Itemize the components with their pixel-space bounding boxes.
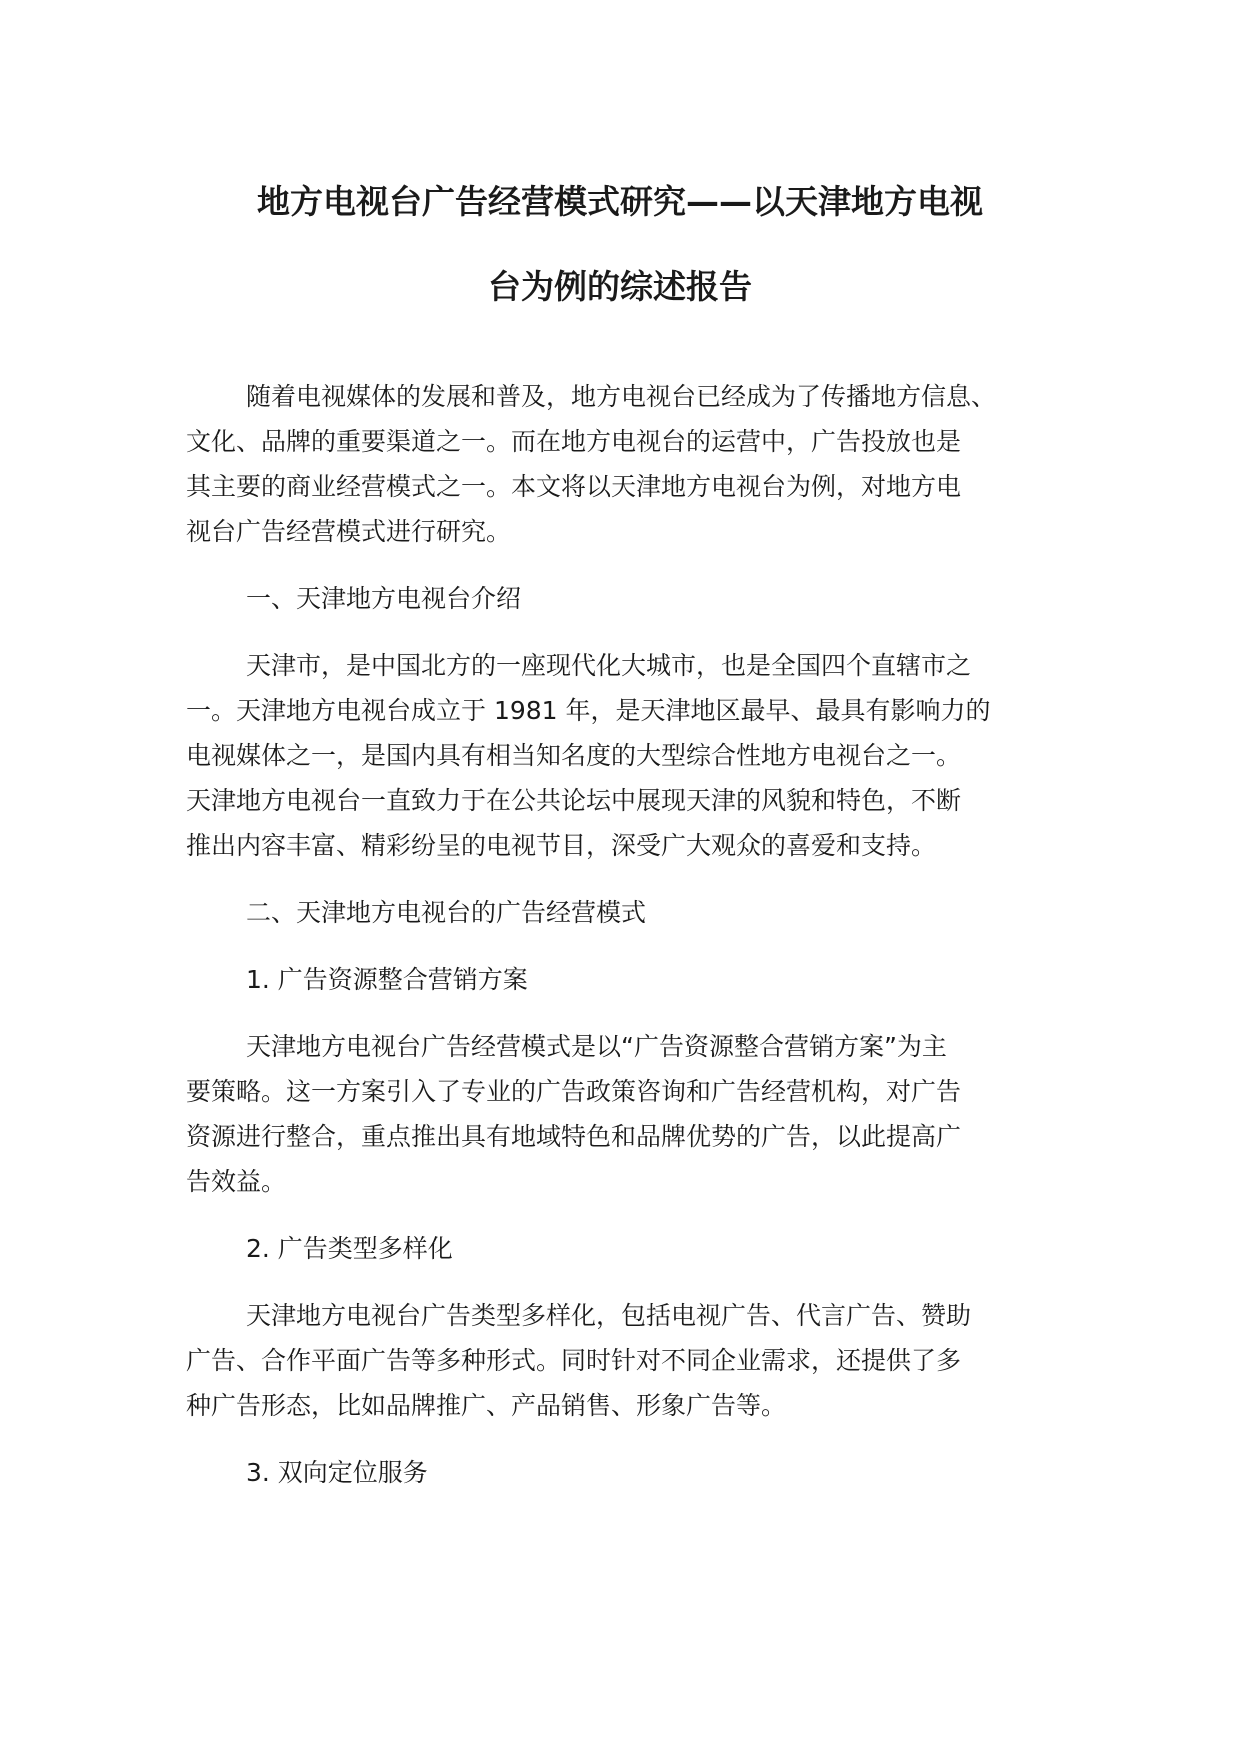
paragraph-line: 电视媒体之一，是国内具有相当知名度的大型综合性地方电视台之一。 xyxy=(186,741,962,770)
paragraph-line: 告效益。 xyxy=(186,1167,287,1196)
subsection-2-paragraph xyxy=(186,1293,1072,1428)
section-1-paragraph xyxy=(186,643,1072,868)
document-title-line-2: 台为例的综述报告 xyxy=(488,267,752,306)
paragraph-line: 一。天津地方电视台成立于 1981 年，是天津地区最早、最具有影响力的 xyxy=(186,696,991,725)
paragraph-line: 其主要的商业经营模式之一。本文将以天津地方电视台为例，对地方电 xyxy=(186,472,962,501)
subsection-3-heading: 3. 双向定位服务 xyxy=(246,1458,428,1487)
paragraph-line: 种广告形态，比如品牌推广、产品销售、形象广告等。 xyxy=(186,1391,787,1420)
paragraph-line: 天津地方电视台广告类型多样化，包括电视广告、代言广告、赞助 xyxy=(246,1301,972,1330)
paragraph-line: 天津市，是中国北方的一座现代化大城市，也是全国四个直辖市之 xyxy=(246,651,972,680)
paragraph-line: 天津地方电视台广告经营模式是以“广告资源整合营销方案”为主 xyxy=(246,1032,947,1061)
intro-paragraph xyxy=(186,374,1072,554)
paragraph-line: 资源进行整合，重点推出具有地域特色和品牌优势的广告，以此提高广 xyxy=(186,1122,962,1151)
section-2-heading: 二、天津地方电视台的广告经营模式 xyxy=(246,898,647,927)
section-1-heading: 一、天津地方电视台介绍 xyxy=(246,584,522,613)
subsection-2-heading: 2. 广告类型多样化 xyxy=(246,1234,453,1263)
paragraph-line: 要策略。这一方案引入了专业的广告政策咨询和广告经营机构，对广告 xyxy=(186,1077,962,1106)
paragraph-line: 广告、合作平面广告等多种形式。同时针对不同企业需求，还提供了多 xyxy=(186,1346,962,1375)
paragraph-line: 随着电视媒体的发展和普及，地方电视台已经成为了传播地方信息、 xyxy=(246,382,997,411)
paragraph-line: 文化、品牌的重要渠道之一。而在地方电视台的运营中，广告投放也是 xyxy=(186,427,962,456)
paragraph-line: 视台广告经营模式进行研究。 xyxy=(186,517,512,546)
paragraph-line: 天津地方电视台一直致力于在公共论坛中展现天津的风貌和特色，不断 xyxy=(186,786,962,815)
subsection-1-heading: 1. 广告资源整合营销方案 xyxy=(246,965,528,994)
paragraph-line: 推出内容丰富、精彩纷呈的电视节目，深受广大观众的喜爱和支持。 xyxy=(186,831,937,860)
document-title-line-1: 地方电视台广告经营模式研究——以天津地方电视 xyxy=(257,182,983,221)
subsection-1-paragraph xyxy=(186,1024,1072,1204)
